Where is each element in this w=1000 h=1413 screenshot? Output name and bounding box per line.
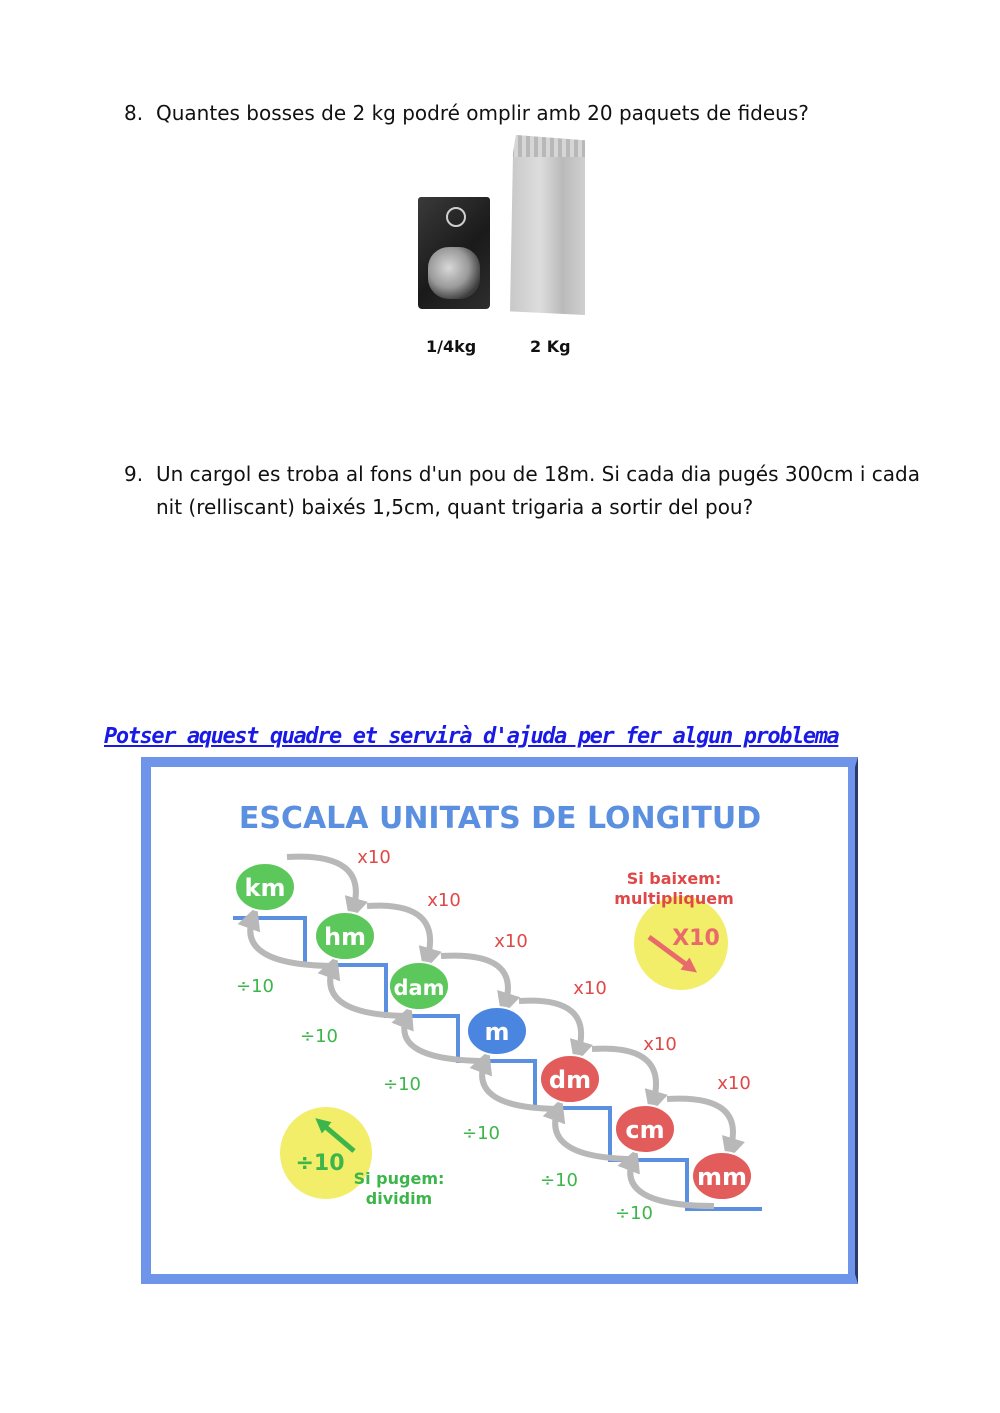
- unit-label: mm: [696, 1163, 748, 1191]
- bag-weight-label: 2 Kg: [530, 337, 571, 356]
- multiply-label: x10: [357, 847, 391, 868]
- divide-label: ÷10: [615, 1203, 653, 1224]
- scale-title: ESCALA UNITATS DE LONGITUD: [238, 801, 762, 836]
- multiply-arrow: [367, 906, 430, 960]
- multiply-arrow: [441, 956, 508, 1005]
- unit-label: m: [484, 1018, 510, 1046]
- divide-label: ÷10: [236, 976, 274, 997]
- divide-label: ÷10: [383, 1074, 421, 1095]
- question-text: Quantes bosses de 2 kg podré omplir amb 20 paquets de fideus?: [156, 101, 809, 125]
- pack-weight-label: 1/4kg: [426, 337, 477, 356]
- down-note-line: multipliquem: [614, 889, 734, 908]
- unit-dm: [540, 1055, 600, 1103]
- length-scale-diagram: [151, 767, 855, 1274]
- length-scale-chart: [141, 757, 858, 1284]
- question-text: Un cargol es troba al fons d'un pou de 18m. Si cada dia pugés 300cm i cada nit (relliscant) baixés 1,5cm, quant trigaria a sortir del pou?: [156, 462, 920, 519]
- unit-hm: [315, 912, 375, 960]
- noodle-bag-figure: [410, 135, 580, 365]
- unit-mm: [692, 1152, 752, 1200]
- multiply-arrow: [592, 1049, 656, 1103]
- multiply-label: x10: [717, 1073, 751, 1094]
- up-note-line: Si pugem:: [353, 1169, 445, 1188]
- unit-label: cm: [625, 1116, 665, 1144]
- unit-cm: [615, 1105, 675, 1153]
- multiply-label: x10: [494, 931, 528, 952]
- divide-badge-label: ÷10: [295, 1151, 345, 1176]
- up-note-line: dividim: [365, 1189, 433, 1208]
- multiply-label: x10: [427, 890, 461, 911]
- paper-bag-image: [510, 135, 585, 315]
- multiply-badge-label: X10: [672, 926, 720, 951]
- multiply-label: x10: [643, 1034, 677, 1055]
- unit-m: [467, 1007, 527, 1055]
- multiply-label: x10: [573, 978, 607, 999]
- multiply-arrow: [287, 857, 356, 910]
- noodle-pack-image: [418, 197, 490, 309]
- unit-label: km: [244, 874, 286, 902]
- multiply-arrow: [667, 1099, 733, 1150]
- unit-label: dam: [393, 976, 445, 1000]
- question-number: 8.: [124, 101, 144, 125]
- multiply-arrow: [519, 1001, 581, 1053]
- unit-label: dm: [548, 1066, 592, 1094]
- help-link[interactable]: Potser aquest quadre et servirà d'ajuda per fer algun problema: [104, 724, 839, 749]
- unit-label: hm: [323, 923, 367, 951]
- multiply-badge: [634, 896, 728, 990]
- divide-label: ÷10: [540, 1170, 578, 1191]
- down-note-line: Si baixem:: [626, 869, 722, 888]
- divide-label: ÷10: [462, 1123, 500, 1144]
- divide-label: ÷10: [300, 1026, 338, 1047]
- unit-dam: [389, 962, 449, 1010]
- question-number: 9.: [124, 462, 144, 486]
- unit-km: [235, 863, 295, 911]
